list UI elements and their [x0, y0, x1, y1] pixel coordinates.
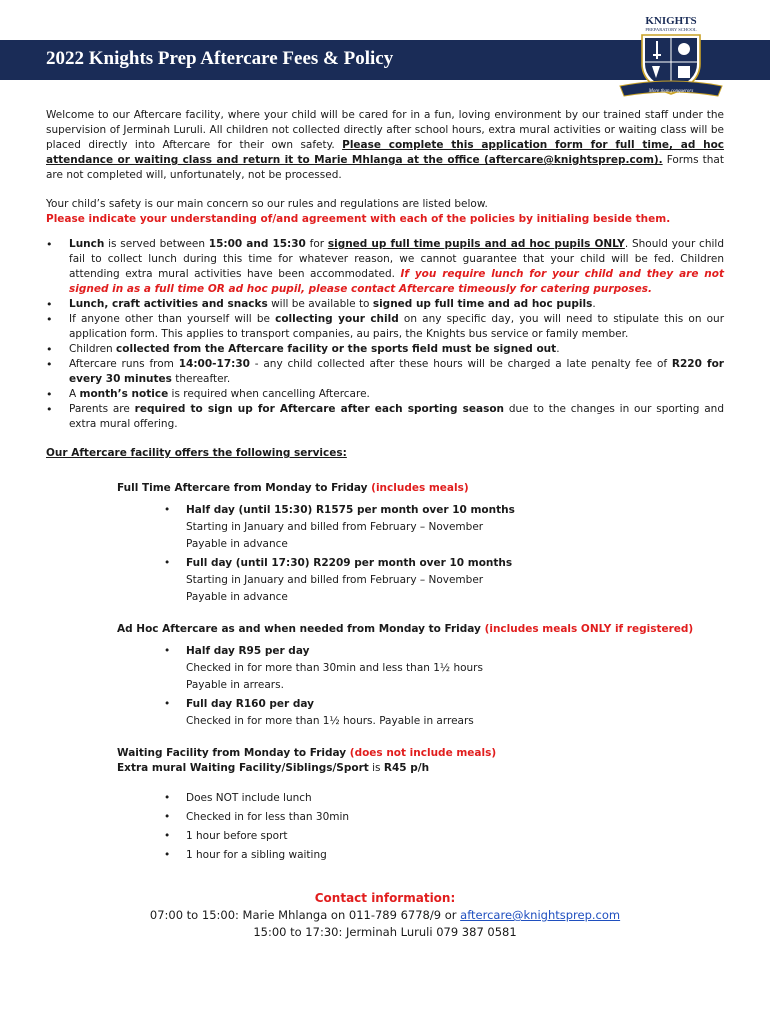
- full-time-full-day: • Full day (until 17:30) R2209 per month over 10 months Starting in January and billed from February – November Payable in advance: [186, 555, 724, 606]
- policy-sign-out: • Children collected from the Aftercare facility or the sports field must be signed out.: [69, 342, 724, 357]
- contact-block: [46, 890, 724, 941]
- contact-heading: Contact information:: [314, 891, 456, 905]
- logo-motto: More than conquerors: [648, 89, 694, 94]
- intro-paragraph: [46, 108, 724, 183]
- contact-line-1: 07:00 to 15:00: Marie Mhlanga on 011-789 6778/9 or aftercare@knightsprep.com: [149, 908, 621, 922]
- waiting-condition: • 1 hour before sport: [186, 828, 724, 845]
- full-time-options: [117, 502, 724, 606]
- policy-notice: • A month’s notice is required when cancelling Aftercare.: [69, 387, 724, 402]
- policy-lunch: • Lunch is served between 15:00 and 15:30 for signed up full time pupils and ad hoc pupils ONLY. Should your child fail to collect lunch during this time for whatever reason, we cannot guarantee that your child will be fed. Children attending extra mural activities have been accommodated. If you require lunch for your child and they are not signed in as a full time OR ad hoc pupil, please contact Aftercare timeously for catering purposes.: [69, 237, 724, 297]
- contact-line-2: 15:00 to 17:30: Jerminah Luruli 079 387 0581: [253, 925, 517, 939]
- full-time-section: [117, 481, 724, 606]
- waiting-condition: • 1 hour for a sibling waiting: [186, 847, 724, 864]
- policy-list: [46, 237, 724, 432]
- waiting-section: [117, 746, 724, 864]
- safety-note: Your child’s safety is our main concern so our rules and regulations are listed below.: [46, 198, 488, 210]
- logo-name: KNIGHTS: [645, 15, 697, 27]
- ad-hoc-full-day: • Full day R160 per day Checked in for more than 1½ hours. Payable in arrears: [186, 696, 724, 730]
- policy-snacks: • Lunch, craft activities and snacks will be available to signed up full time and ad hoc pupils.: [69, 297, 724, 312]
- ad-hoc-heading: Ad Hoc Aftercare as and when needed from Monday to Friday (includes meals ONLY if registered): [117, 623, 694, 635]
- intro-instruction: Please complete this application form for full time, ad hoc attendance or waiting class and return it to Marie Mhlanga at the office (aftercare@knightsprep.com).: [46, 139, 725, 166]
- intro-text-end: Forms that are not completed will, unfortunately, not be processed.: [46, 154, 724, 181]
- waiting-conditions: [117, 790, 724, 864]
- contact-email-link[interactable]: aftercare@knightsprep.com: [460, 908, 621, 922]
- full-time-heading: Full Time Aftercare from Monday to Friday (includes meals): [117, 482, 469, 494]
- document-body: [46, 108, 724, 941]
- services-heading: Our Aftercare facility offers the following services:: [46, 447, 347, 459]
- waiting-rate: Extra mural Waiting Facility/Siblings/Sport is R45 p/h: [117, 762, 430, 774]
- page-title: 2022 Knights Prep Aftercare Fees & Policy: [46, 48, 394, 69]
- intro-text: Welcome to our Aftercare facility, where your child will be cared for in a fun, loving environment by our trained staff under the supervision of Jerminah Luruli. All children not collected directly after school hours, extra mural activities or waiting class will be placed directly into Aftercare for their own safety.: [46, 109, 724, 151]
- school-logo: [612, 14, 730, 100]
- policy-hours: • Aftercare runs from 14:00-17:30 - any child collected after these hours will be charged a late penalty fee of R220 for every 30 minutes thereafter.: [69, 357, 724, 387]
- ad-hoc-half-day: • Half day R95 per day Checked in for more than 30min and less than 1½ hours Payable in arrears.: [186, 643, 724, 694]
- logo-subtitle: PREPARATORY SCHOOL: [645, 27, 697, 32]
- policy-sporting: • Parents are required to sign up for Aftercare after each sporting season due to the changes in our sporting and extra mural offering.: [69, 402, 724, 432]
- initial-instruction: Please indicate your understanding of/and agreement with each of the policies by initialing beside them.: [46, 213, 671, 225]
- full-time-half-day: • Half day (until 15:30) R1575 per month over 10 months Starting in January and billed from February – November Payable in advance: [186, 502, 724, 553]
- ad-hoc-options: [117, 643, 724, 730]
- waiting-condition: • Checked in for less than 30min: [186, 809, 724, 826]
- policy-collecting: • If anyone other than yourself will be collecting your child on any specific day, you will need to stipulate this on our application form. This applies to transport companies, au pairs, the Knights bus service or family member.: [69, 312, 724, 342]
- waiting-heading: Waiting Facility from Monday to Friday (does not include meals): [117, 747, 497, 759]
- ad-hoc-section: [117, 622, 724, 730]
- waiting-condition: • Does NOT include lunch: [186, 790, 724, 807]
